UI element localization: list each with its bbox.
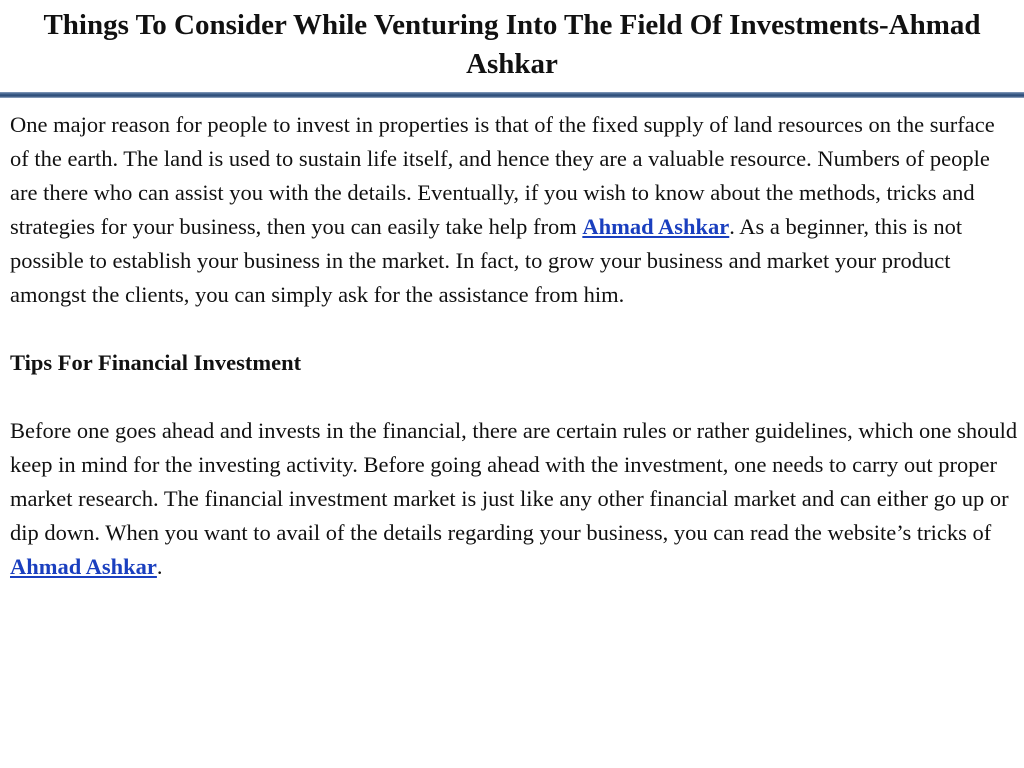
- intro-paragraph-text-before: One major reason for people to invest in properties is that of the fixed supply of land resources on the surface of the earth. The land is used to sustain life itself, and hence they are a valuable resource. Numbers of people are there who can assist you with the details. Eventually, if you wish to know about the methods, tricks and strategies for your business, then you can easily take help from: [10, 112, 995, 239]
- tips-paragraph: [10, 414, 1018, 584]
- section-subheading: Tips For Financial Investment: [10, 350, 302, 375]
- slide-title: Things To Consider While Venturing Into The Field Of Investments-Ahmad Ashkar: [43, 9, 981, 80]
- tips-paragraph-text-before: Before one goes ahead and invests in the financial, there are certain rules or rather guidelines, which one should keep in mind for the investing activity. Before going ahead with the investment, one needs to carry out proper market research. The financial investment market is just like any other financial market and can either go up or dip down. When you want to avail of the details regarding your business, you can read the website’s tricks of: [10, 418, 1018, 545]
- title-divider: [0, 92, 1024, 98]
- intro-paragraph-text-after: . As a beginner, this is not possible to establish your business in the market. In fact, to grow your business and market your product amongst the clients, you can simply ask for the assistance from him.: [10, 214, 963, 307]
- intro-paragraph: [10, 108, 1018, 312]
- paragraph-spacer: [10, 380, 1018, 414]
- slide-body: [10, 108, 1018, 584]
- paragraph-spacer: [10, 312, 1018, 346]
- ahmad-ashkar-link-2[interactable]: Ahmad Ashkar: [10, 554, 157, 579]
- ahmad-ashkar-link[interactable]: Ahmad Ashkar: [582, 214, 730, 239]
- tips-paragraph-text-after: .: [156, 554, 163, 579]
